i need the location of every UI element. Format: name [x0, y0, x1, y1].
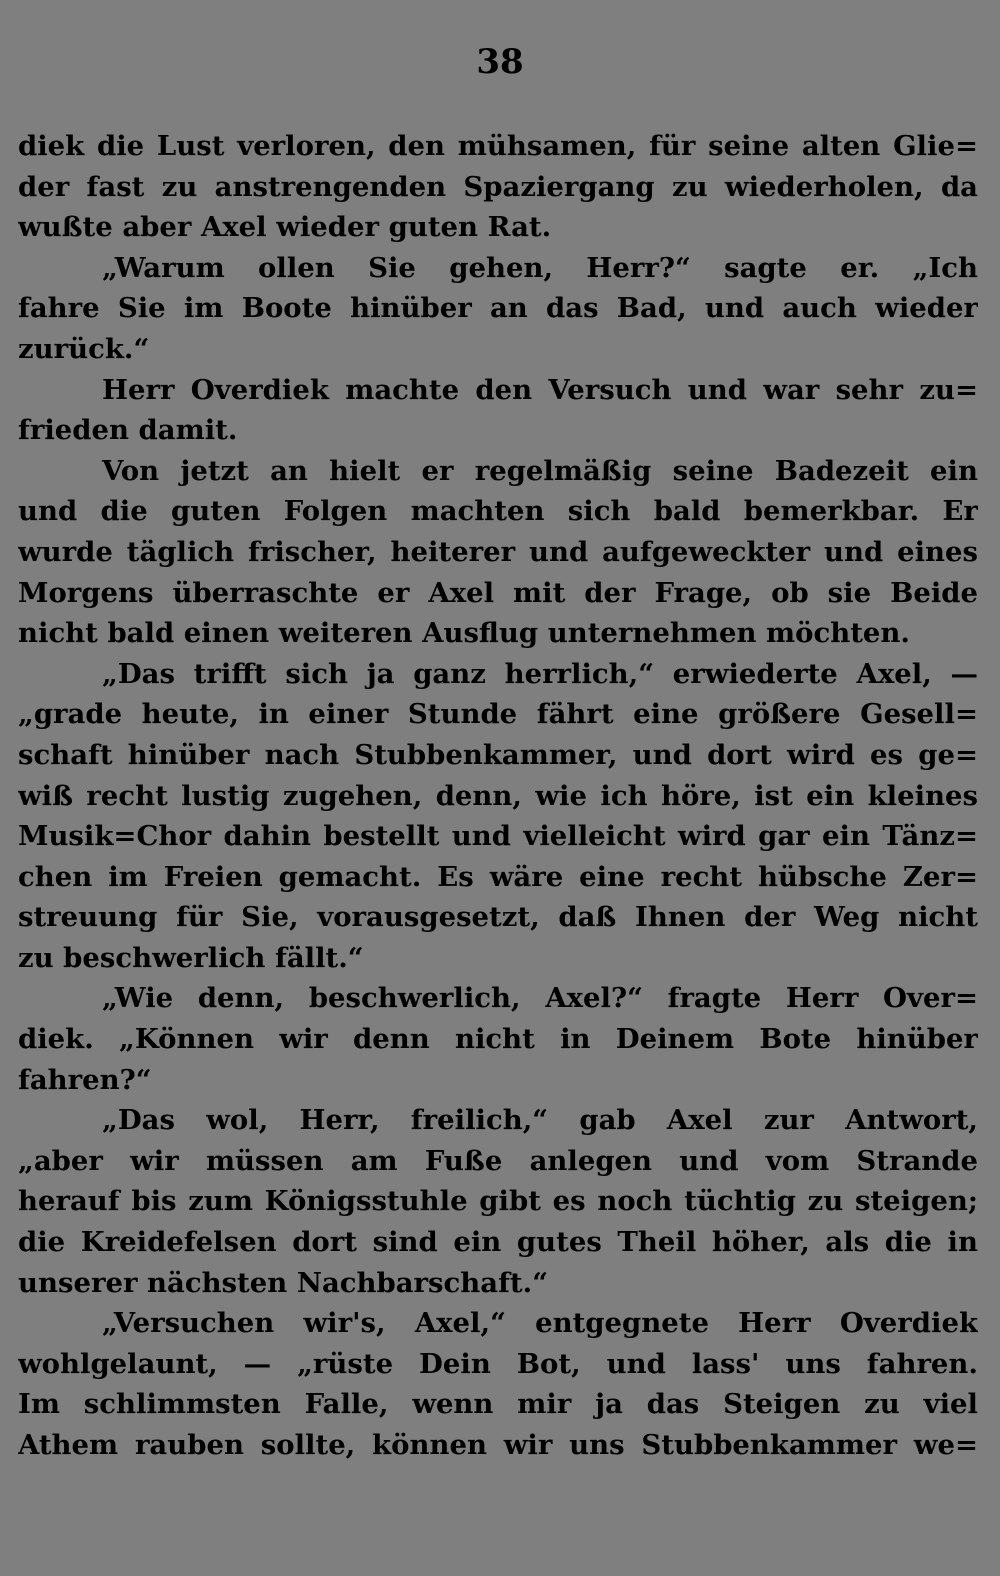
text-line: Im schlimmsten Falle, wenn mir ja das Steigen zu viel: [18, 1388, 978, 1421]
text-line: und die guten Folgen machten sich bald bemerkbar. Er: [18, 495, 978, 528]
text-line: Musik=Chor dahin bestellt und vielleicht wird gar ein Tänz=: [18, 820, 978, 853]
text-line: herauf bis zum Königsstuhle gibt es noch tüchtig zu steigen;: [18, 1185, 978, 1218]
text-line: Von jetzt an hielt er regelmäßig seine Badezeit ein: [102, 454, 978, 487]
text-line: „aber wir müssen am Fuße anlegen und vom Strande: [18, 1144, 978, 1177]
text-line: wurde täglich frischer, heiterer und aufgeweckter und eines: [18, 535, 978, 568]
page-number: 38: [476, 42, 524, 82]
text-line: wußte aber Axel wieder guten Rat.: [18, 211, 552, 244]
text-line: zu beschwerlich fällt.“: [18, 941, 364, 974]
text-line: „Wie denn, beschwerlich, Axel?“ fragte Herr Over=: [102, 982, 978, 1015]
text-line: „Das wol, Herr, freilich,“ gab Axel zur Antwort,: [102, 1104, 978, 1137]
text-line: chen im Freien gemacht. Es wäre eine recht hübsche Zer=: [18, 860, 978, 893]
text-line: „Das trifft sich ja ganz herrlich,“ erwiederte Axel, —: [102, 657, 978, 690]
text-line: wiß recht lustig zugehen, denn, wie ich höre, ist ein kleines: [18, 779, 978, 812]
text-line: nicht bald einen weiteren Ausflug unternehmen möchten.: [18, 617, 910, 650]
body-text: [18, 126, 978, 1466]
text-line: zurück.“: [18, 332, 150, 365]
text-line: unserer nächsten Nachbarschaft.“: [18, 1266, 549, 1299]
text-line: „Versuchen wir's, Axel,“ entgegnete Herr Overdiek: [102, 1307, 978, 1340]
text-line: Athem rauben sollte, können wir uns Stubbenkammer we=: [18, 1429, 978, 1461]
text-line: wohlgelaunt, — „rüste Dein Bot, und lass' uns fahren.: [18, 1347, 978, 1380]
text-line: Herr Overdiek machte den Versuch und war sehr zu=: [102, 373, 978, 406]
text-line: frieden damit.: [18, 414, 238, 447]
text-line: diek. „Können wir denn nicht in Deinem Bote hinüber: [18, 1023, 978, 1056]
text-line: streuung für Sie, vorausgesetzt, daß Ihnen der Weg nicht: [18, 901, 978, 934]
text-line: fahren?“: [18, 1063, 152, 1096]
text-line: der fast zu anstrengenden Spaziergang zu wiederholen, da: [18, 170, 978, 203]
text-line: „Warum ollen Sie gehen, Herr?“ sagte er. „Ich: [102, 251, 978, 284]
text-line: diek die Lust verloren, den mühsamen, für seine alten Glie=: [18, 130, 978, 162]
text-line: fahre Sie im Boote hinüber an das Bad, und auch wieder: [18, 292, 978, 325]
text-line: schaft hinüber nach Stubbenkammer, und dort wird es ge=: [18, 738, 978, 771]
text-line: „grade heute, in einer Stunde fährt eine größere Gesell=: [18, 698, 978, 731]
text-line: Morgens überraschte er Axel mit der Frage, ob sie Beide: [18, 576, 978, 609]
text-line: die Kreidefelsen dort sind ein gutes Theil höher, als die in: [18, 1226, 978, 1259]
